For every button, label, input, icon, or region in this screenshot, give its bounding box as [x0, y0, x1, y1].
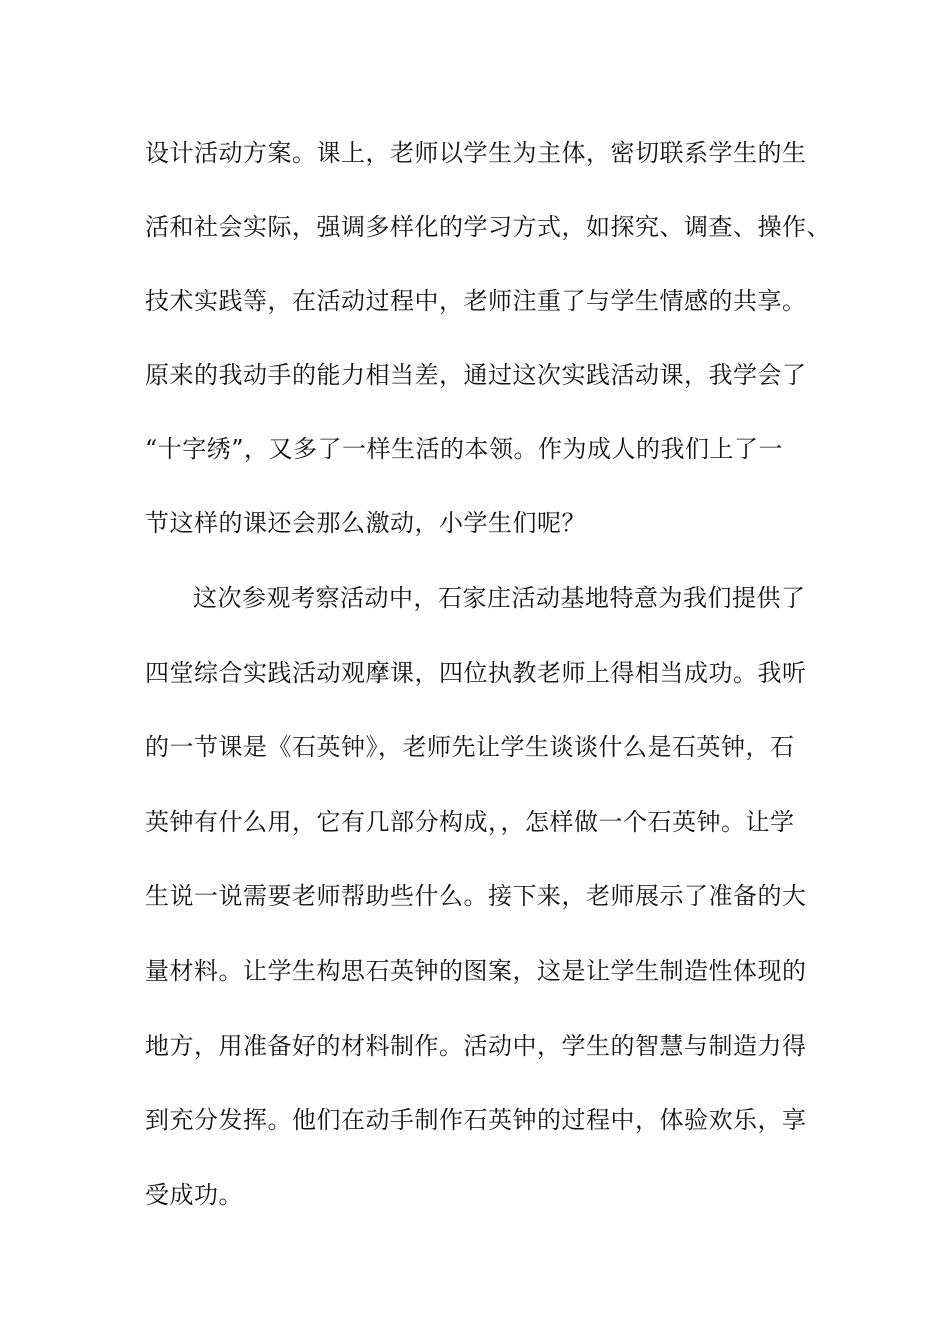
- text-line: 量材料。让学生构思石英钟的图案，这是让学生制造性体现的: [145, 957, 807, 985]
- paragraph-first-line: 这次参观考察活动中，石家庄活动基地特意为我们提供了: [193, 584, 806, 612]
- text-line: 受成功。: [145, 1181, 243, 1209]
- text-line: 到充分发挥。他们在动手制作石英钟的过程中，体验欢乐，享: [145, 1106, 807, 1134]
- text-line: 原来的我动手的能力相当差，通过这次实践活动课，我学会了: [145, 361, 807, 389]
- text-line: 技术实践等，在活动过程中，老师注重了与学生情感的共享。: [145, 287, 807, 315]
- text-line: 地方，用准备好的材料制作。活动中，学生的智慧与制造力得: [145, 1032, 807, 1060]
- text-line: 英钟有什么用，它有几部分构成，，怎样做一个石英钟。让学: [145, 808, 795, 836]
- text-line: 节这样的课还会那么激动，小学生们呢？: [145, 509, 586, 537]
- text-line: “十字绣”，又多了一样生活的本领。作为成人的我们上了一: [145, 435, 784, 463]
- text-line: 生说一说需要老师帮助些什么。接下来，老师展示了准备的大: [145, 882, 807, 910]
- text-line: 四堂综合实践活动观摩课，四位执教老师上得相当成功。我听: [145, 659, 807, 687]
- text-line: 活和社会实际，强调多样化的学习方式，如探究、调查、操作、: [145, 213, 831, 241]
- text-line: 设计活动方案。课上，老师以学生为主体，密切联系学生的生: [145, 139, 807, 167]
- text-line: 的一节课是《石英钟》，老师先让学生谈谈什么是石英钟，石: [145, 733, 795, 761]
